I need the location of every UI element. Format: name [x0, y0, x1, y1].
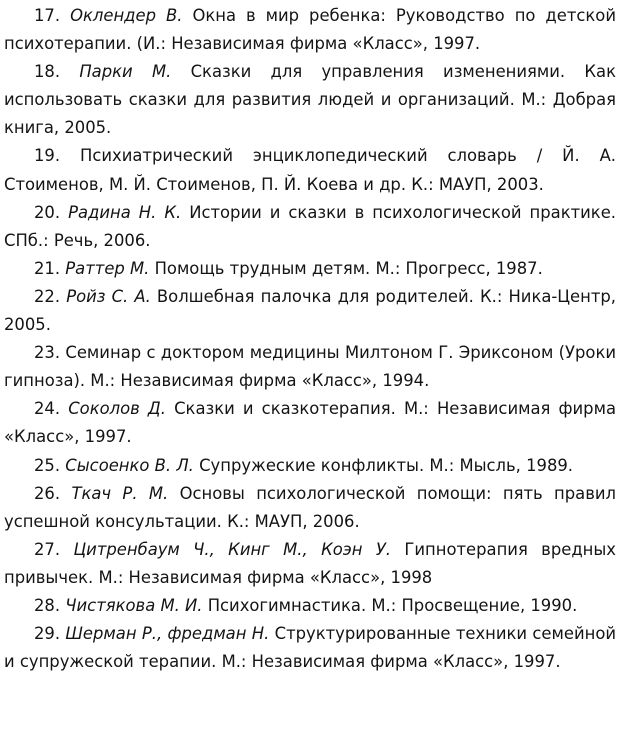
reference-21: [4, 255, 616, 283]
reference-24: [4, 395, 616, 451]
reference-29: [4, 620, 616, 676]
reference-author: Ткач Р. М.: [71, 483, 169, 503]
reference-text: Психогимнастика. М.: Просвещение, 1990.: [207, 595, 578, 615]
reference-author: Оклендер В.: [70, 6, 183, 25]
reference-number: 19.: [34, 146, 61, 166]
reference-author: Раттер М.: [65, 258, 150, 278]
reference-22: [4, 283, 616, 339]
reference-author: Парки М.: [79, 62, 172, 82]
reference-author: Соколов Д.: [68, 399, 166, 419]
reference-17: [4, 2, 616, 58]
reference-text: Сказки и сказкотерапия. М.: Независимая фирма «Класс», 1997.: [4, 399, 616, 447]
reference-number: 24.: [34, 399, 61, 419]
reference-text: Окна в мир ребенка: Руководство по детской психотерапии. (И.: Независимая фирма «Класс», 1997.: [4, 6, 616, 54]
reference-author: Цитренбаум Ч., Кинг М., Коэн У.: [73, 539, 392, 559]
reference-text: Основы психологической помощи: пять правил успешной консультации. К.: МАУП, 2006.: [4, 483, 616, 531]
reference-text: Семинар с доктором медицины Милтоном Г. Эриксоном (Уроки гипноза). М.: Независимая фирма «Класс», 1994.: [4, 343, 616, 391]
reference-number: 29.: [34, 624, 61, 644]
reference-number: 22.: [34, 286, 61, 306]
reference-text: Психиатрический энциклопедический словарь / Й. А. Стоименов, М. Й. Стоименов, П. Й. Коева и др. К.: МАУП, 2003.: [4, 146, 617, 194]
reference-text: Гипнотерапия вредных привычек. М.: Независимая фирма «Класс», 1998: [4, 539, 617, 587]
reference-number: 27.: [34, 539, 61, 559]
reference-number: 25.: [34, 455, 61, 475]
reference-27: [4, 536, 616, 592]
reference-text: Истории и сказки в психологической практике. СПб.: Речь, 2006.: [4, 202, 617, 250]
reference-text: Структурированные техники семейной и супружеской терапии. М.: Независимая фирма «Класс», 1997.: [4, 624, 616, 672]
reference-number: 21.: [34, 258, 61, 278]
reference-author: Сысоенко В. Л.: [65, 455, 194, 475]
reference-author: Шерман Р., фредман Н.: [65, 624, 270, 644]
bibliography-page: [4, 2, 616, 676]
reference-19: [4, 142, 616, 198]
reference-author: Чистякова М. И.: [65, 595, 203, 615]
reference-28: [4, 592, 616, 620]
reference-25: [4, 452, 616, 480]
reference-number: 28.: [34, 595, 61, 615]
reference-author: Ройз С. А.: [66, 286, 151, 306]
reference-23: [4, 339, 616, 395]
reference-author: Радина Н. К.: [68, 202, 182, 222]
reference-number: 18.: [34, 62, 61, 82]
reference-text: Сказки для управления изменениями. Как использовать сказки для развития людей и организаций. М.: Добрая книга, 2005.: [4, 62, 616, 138]
reference-text: Помощь трудным детям. М.: Прогресс, 1987.: [154, 258, 543, 278]
reference-18: [4, 58, 616, 142]
reference-text: Волшебная палочка для родителей. К.: Ника-Центр, 2005.: [4, 286, 616, 335]
reference-26: [4, 480, 616, 536]
reference-number: 17.: [34, 6, 61, 25]
reference-text: Супружеские конфликты. М.: Мысль, 1989.: [199, 455, 574, 475]
reference-number: 26.: [34, 483, 61, 503]
reference-20: [4, 199, 616, 255]
reference-number: 20.: [34, 202, 61, 222]
reference-number: 23.: [34, 343, 61, 363]
